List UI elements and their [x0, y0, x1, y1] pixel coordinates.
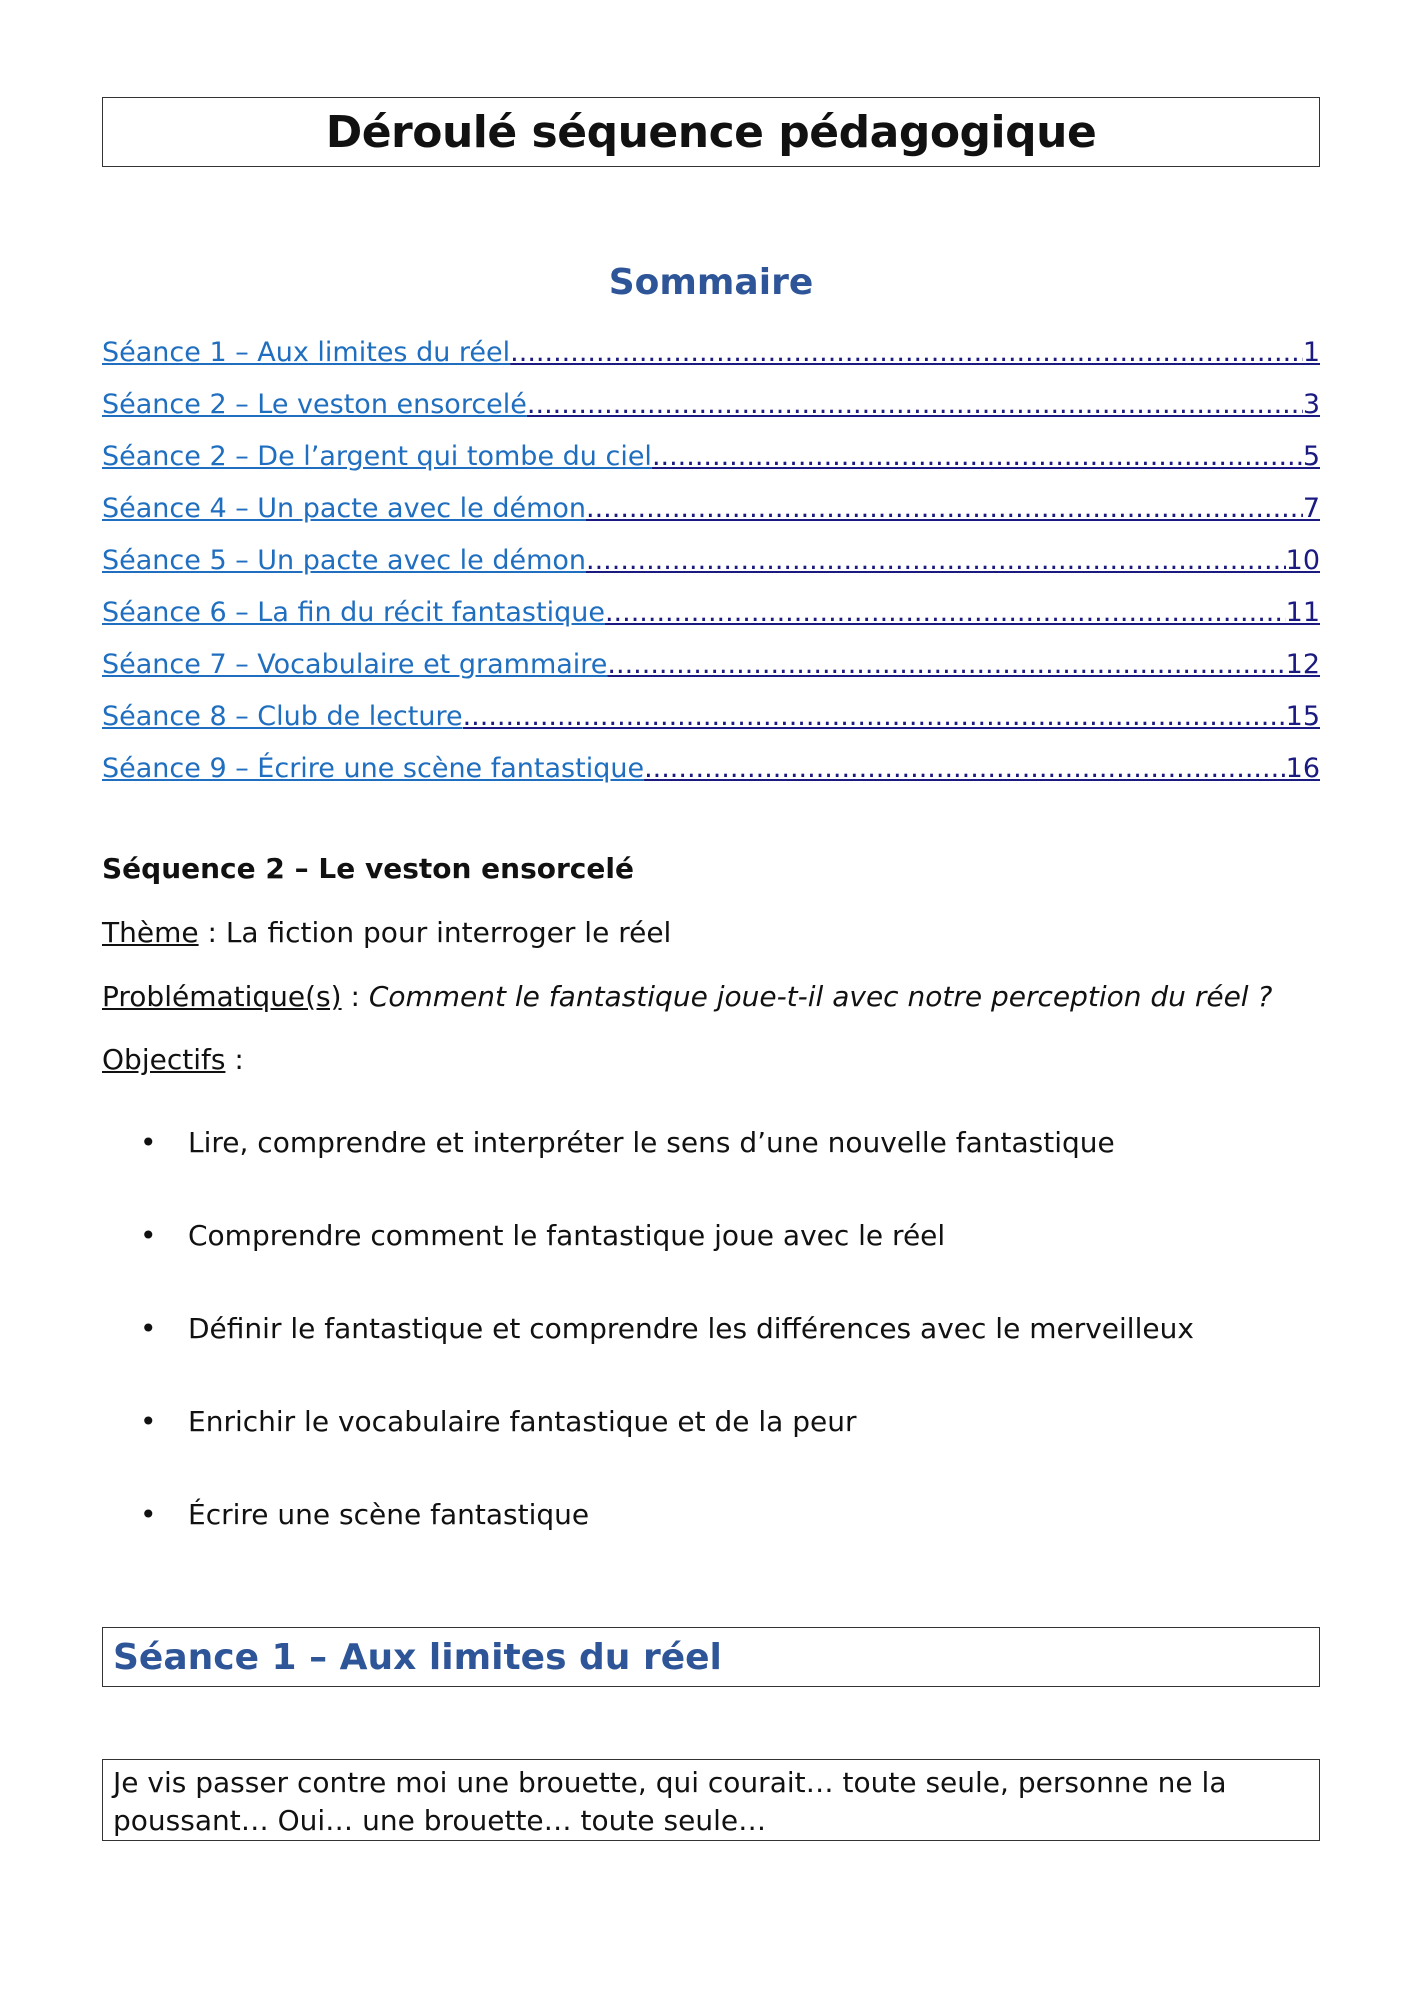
- theme-line: [102, 916, 671, 949]
- bullet-icon: •: [140, 1498, 157, 1531]
- toc-entry-page[interactable]: 10: [1285, 545, 1320, 576]
- bullet-icon: •: [140, 1219, 157, 1252]
- toc-entry[interactable]: [102, 422, 1320, 474]
- problem-separator: :: [341, 980, 369, 1013]
- toc-entry-label[interactable]: Séance 6 – La fin du récit fantastique: [102, 597, 605, 628]
- toc-leader-dots: [463, 700, 1286, 734]
- toc-entry-page[interactable]: 15: [1285, 701, 1320, 732]
- toc-title: Sommaire: [608, 262, 814, 303]
- problem-label: Problématique(s): [102, 980, 342, 1013]
- toc-entry-page[interactable]: 7: [1302, 493, 1320, 524]
- toc-entry-page[interactable]: 11: [1285, 597, 1320, 628]
- table-of-contents: [102, 318, 1320, 786]
- objectives-list: [140, 1126, 1194, 1591]
- toc-entry-label[interactable]: Séance 7 – Vocabulaire et grammaire: [102, 649, 608, 680]
- toc-entry[interactable]: [102, 734, 1320, 786]
- toc-entry[interactable]: [102, 526, 1320, 578]
- objectives-label: Objectifs: [102, 1043, 226, 1076]
- list-item: [140, 1126, 1194, 1219]
- list-item: [140, 1219, 1194, 1312]
- toc-entry[interactable]: [102, 682, 1320, 734]
- objective-text: Enrichir le vocabulaire fantastique et de la peur: [188, 1405, 857, 1438]
- objective-text: Écrire une scène fantastique: [188, 1498, 590, 1531]
- problem-value: Comment le fantastique joue-t-il avec notre perception du réel ?: [368, 980, 1273, 1013]
- seance-1-heading: Séance 1 – Aux limites du réel: [102, 1627, 1320, 1687]
- toc-entry[interactable]: [102, 474, 1320, 526]
- toc-entry[interactable]: [102, 630, 1320, 682]
- quote-box: Je vis passer contre moi une brouette, qui courait… toute seule, personne ne la poussant… Oui… une brouette… toute seule…: [102, 1759, 1320, 1841]
- document-title: Déroulé séquence pédagogique: [102, 97, 1320, 167]
- toc-entry[interactable]: [102, 318, 1320, 370]
- toc-entry-label[interactable]: Séance 2 – Le veston ensorcelé: [102, 389, 527, 420]
- toc-entry-label[interactable]: Séance 1 – Aux limites du réel: [102, 337, 511, 368]
- toc-leader-dots: [586, 492, 1303, 526]
- objectives-line: [102, 1043, 244, 1076]
- objectives-separator: :: [225, 1043, 244, 1076]
- toc-leader-dots: [586, 544, 1286, 578]
- toc-leader-dots: [510, 336, 1303, 370]
- toc-entry-label[interactable]: Séance 4 – Un pacte avec le démon: [102, 493, 586, 524]
- objective-text: Lire, comprendre et interpréter le sens d’une nouvelle fantastique: [188, 1126, 1115, 1159]
- toc-entry-page[interactable]: 16: [1285, 753, 1320, 784]
- list-item: [140, 1405, 1194, 1498]
- bullet-icon: •: [140, 1312, 157, 1345]
- bullet-icon: •: [140, 1405, 157, 1438]
- toc-entry-page[interactable]: 5: [1302, 441, 1320, 472]
- toc-leader-dots: [527, 388, 1303, 422]
- toc-entry[interactable]: [102, 578, 1320, 630]
- theme-value: : La fiction pour interroger le réel: [198, 916, 672, 949]
- toc-leader-dots: [652, 440, 1303, 474]
- list-item: [140, 1312, 1194, 1405]
- toc-entry-page[interactable]: 1: [1302, 337, 1320, 368]
- problem-line: [102, 980, 1272, 1013]
- objective-text: Comprendre comment le fantastique joue avec le réel: [188, 1219, 946, 1252]
- toc-leader-dots: [607, 648, 1285, 682]
- toc-entry-label[interactable]: Séance 8 – Club de lecture: [102, 701, 463, 732]
- toc-entry[interactable]: [102, 370, 1320, 422]
- sequence-title: Séquence 2 – Le veston ensorcelé: [102, 852, 634, 885]
- theme-label: Thème: [102, 916, 199, 949]
- objective-text: Définir le fantastique et comprendre les différences avec le merveilleux: [188, 1312, 1194, 1345]
- toc-entry-label[interactable]: Séance 9 – Écrire une scène fantastique: [102, 753, 645, 784]
- toc-entry-label[interactable]: Séance 5 – Un pacte avec le démon: [102, 545, 586, 576]
- toc-entry-label[interactable]: Séance 2 – De l’argent qui tombe du ciel: [102, 441, 652, 472]
- list-item: [140, 1498, 1194, 1591]
- toc-leader-dots: [644, 752, 1286, 786]
- toc-entry-page[interactable]: 3: [1302, 389, 1320, 420]
- toc-entry-page[interactable]: 12: [1285, 649, 1320, 680]
- toc-leader-dots: [605, 596, 1286, 630]
- bullet-icon: •: [140, 1126, 157, 1159]
